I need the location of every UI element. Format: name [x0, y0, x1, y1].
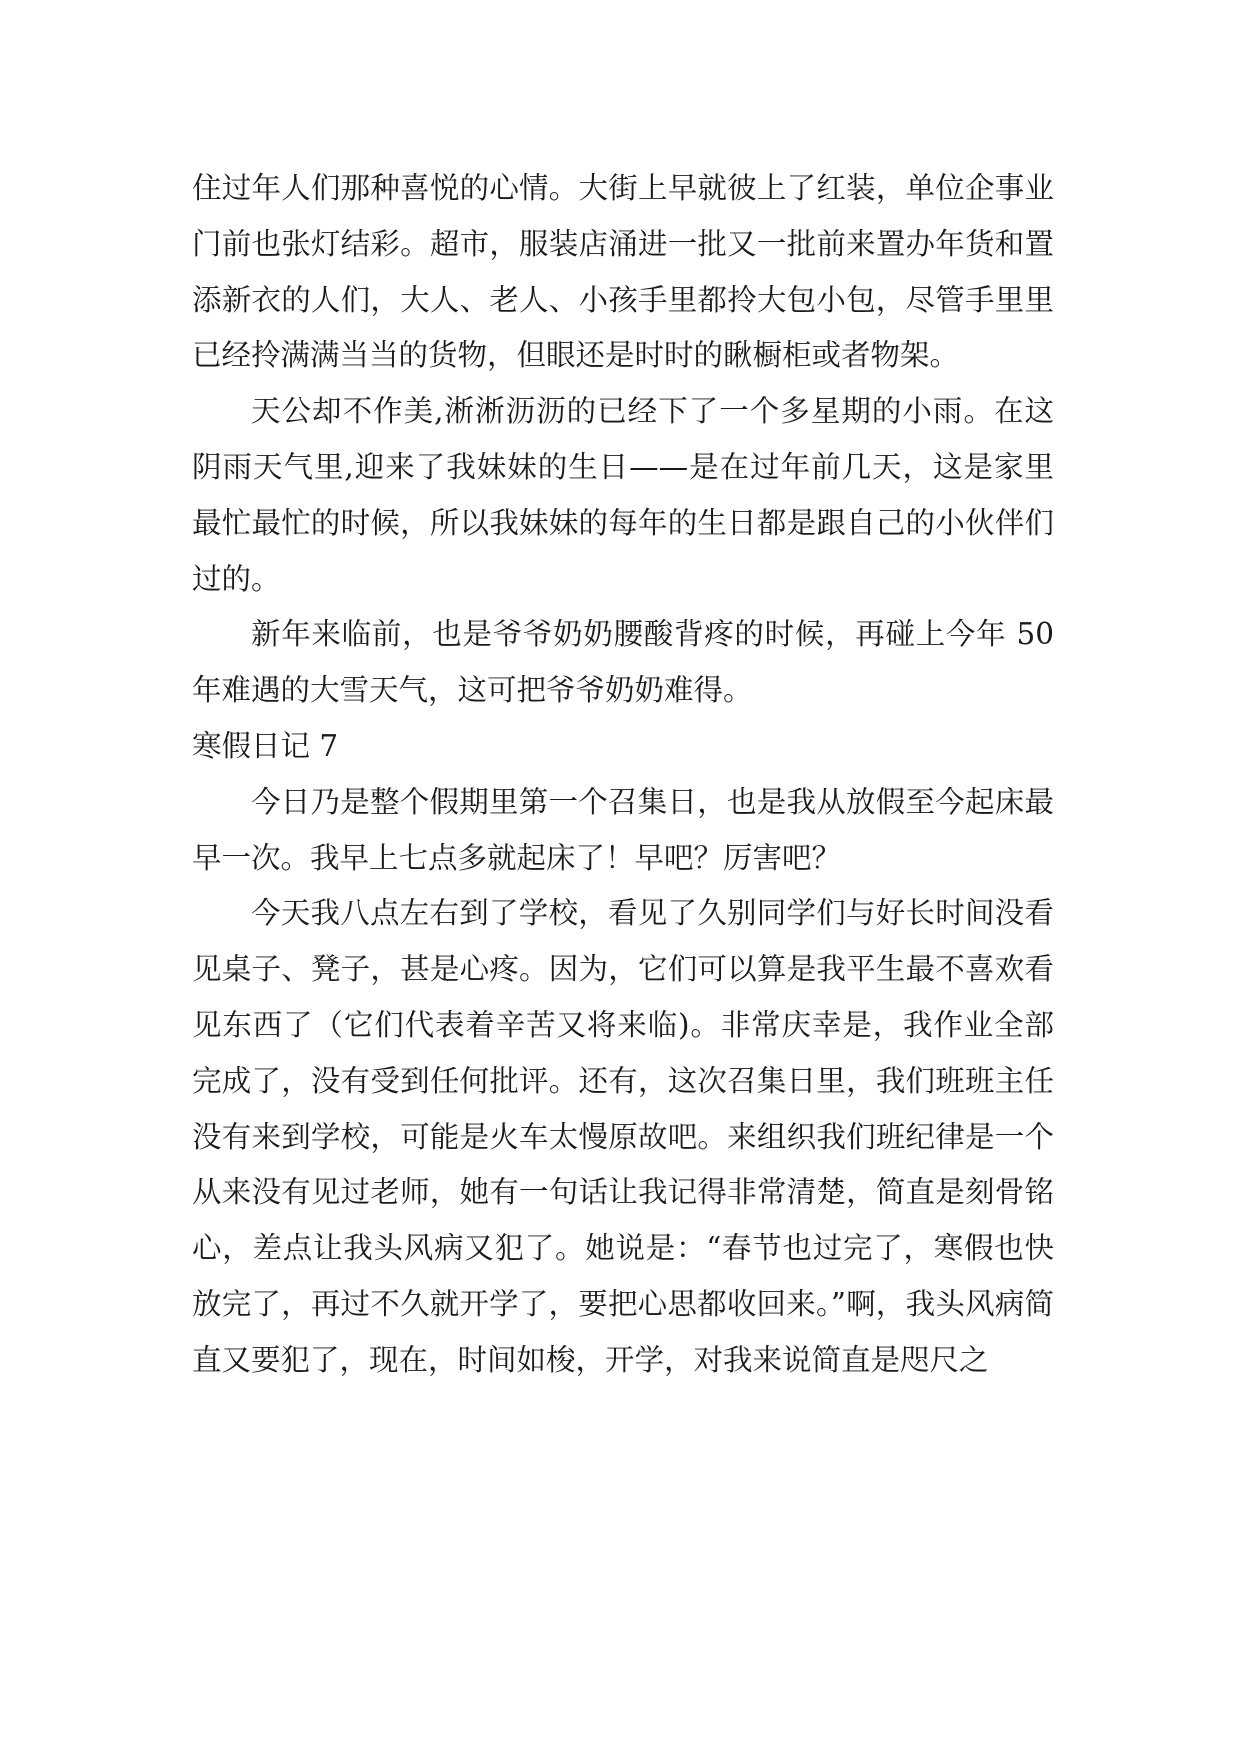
document-page: [192, 161, 1054, 1389]
section-heading: 寒假日记 7: [192, 728, 339, 763]
paragraph-sister-birthday: 天公却不作美,淅淅沥沥的已经下了一个多星期的小雨。在这阴雨天气里,迎来了我妹妹的生日——是在过年前几天，这是家里最忙最忙的时候，所以我妹妹的每年的生日都是跟自己的小伙伴们过的。: [192, 394, 1054, 596]
paragraph-school-visit: 今天我八点左右到了学校，看见了久别同学们与好长时间没看见桌子、凳子，甚是心疼。因为，它们可以算是我平生最不喜欢看见东西了（它们代表着辛苦又将来临)。非常庆幸是，我作业全部完成了，没有受到任何批评。还有，这次召集日里，我们班班主任没有来到学校，可能是火车太慢原故吧。来组织我们班纪律是一个从来没有见过老师，她有一句话让我记得非常清楚，简直是刻骨铭心，差点让我头风病又犯了。她说是：“春节也过完了，寒假也快放完了，再过不久就开学了，要把心思都收回来。”啊，我头风病简直又要犯了，现在，时间如梭，开学，对我来说简直是咫尺之: [192, 896, 1054, 1377]
paragraph-new-year-shopping: 住过年人们那种喜悦的心情。大街上早就彼上了红装，单位企事业门前也张灯结彩。超市，服装店涌进一批又一批前来置办年货和置添新衣的人们，大人、老人、小孩手里都拎大包小包，尽管手里里已经拎满满当当的货物，但眼还是时时的瞅橱柜或者物架。: [192, 171, 1054, 373]
paragraph-assembly-day: 今日乃是整个假期里第一个召集日，也是我从放假至今起床最早一次。我早上七点多就起床了！早吧？厉害吧？: [192, 784, 1054, 875]
paragraph-grandparents-snow: 新年来临前，也是爷爷奶奶腰酸背疼的时候，再碰上今年 50 年难遇的大雪天气，这可把爷爷奶奶难得。: [192, 617, 1054, 708]
